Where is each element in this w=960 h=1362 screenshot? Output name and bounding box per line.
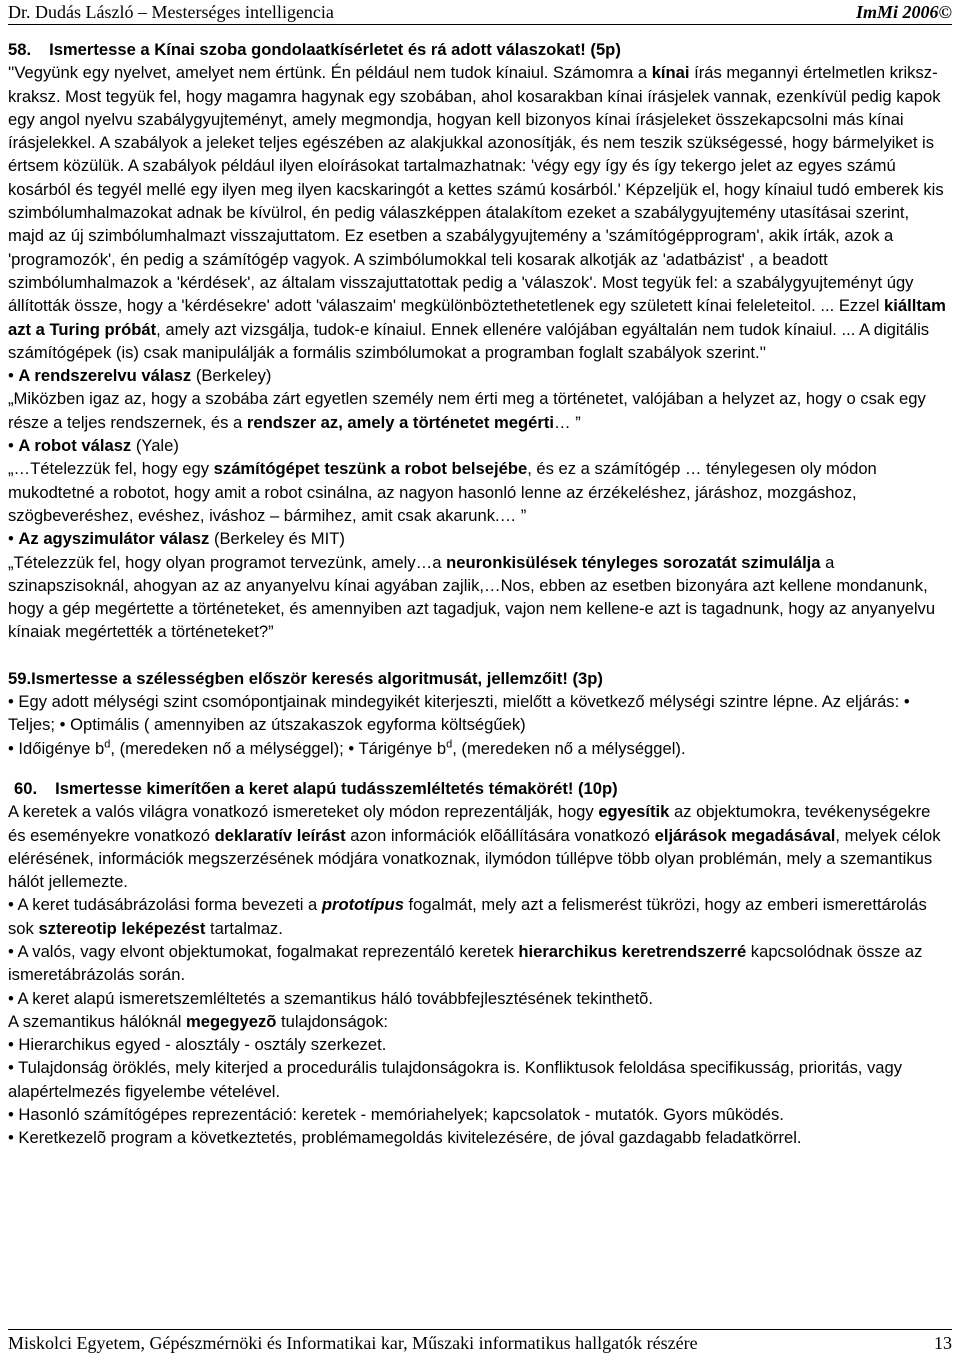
section-58-heading: 58. Ismertesse a Kínai szoba gondolaatkísérletet és rá adott válaszokat! (5p) — [8, 40, 621, 59]
section-60-bullet-representation: • Hasonló számítógépes reprezentáció: keretek - memóriahelyek; kapcsolatok - mutatók. Gyors mûködés. — [8, 1105, 784, 1125]
section-60-common-props: A szemantikus hálóknál megegyezõ tulajdonságok: — [8, 1011, 389, 1031]
header-title: Dr. Dudás László – Mesterséges intelligencia — [8, 2, 334, 22]
section-59-line-1: • Egy adott mélységi szint csomópontjainak mindegyikét kiterjeszti, mielőtt a következő mélységi szintre lépne. Az eljárás: • Teljes; • Optimális ( amennyiben az útszakaszok egyforma költségűek) — [8, 692, 910, 735]
section-60-bullet-hierarchy: • A valós, vagy elvont objektumokat, fogalmakat reprezentáló keretek hierarchikus keretrendszerré kapcsolódnak össze az ismeretábrázolás során. — [8, 941, 923, 985]
section-60-bullet-semantic: • A keret alapú ismeretszemléltetés a szemantikus háló továbbfejlesztésének tekinthetõ. — [8, 988, 654, 1008]
section-60-bullet-structure: • Hierarchikus egyed - alosztály - osztály szerkezet. — [8, 1035, 387, 1055]
reply-system-text: „Miközben igaz az, hogy a szobába zárt egyetlen személy nem érti meg a történetet, valójában a helyzet az, hogy o csak egy része a teljes rendszernek, és a rendszer az, amely a történetet megérti… ” — [8, 389, 926, 432]
section-58-paragraph: ''Vegyünk egy nyelvet, amelyet nem értünk. Én például nem tudok kínaiul. Számomra a kínai írás megannyi értelmetlen kriksz-kraksz. Most tegyük fel, hogy magamra hagynak egy szobában, ahol kosarakban kínai írásjelek vannak, ezenkívül pedig kapok egy angol nyelvu szabálygyujteményt, amely megmondja, hogyan kell bizonyos kínai írásjeleket összekapcsolni más kínai írásjelekkel. A szabályok a jeleket teljes egészében az alakjukkal azonosítják, és nem teszik szükségessé, hogy bármelyiket is értsem közülük. A szabályok például ilyen eloírásokat tartalmazhatnak: 'végy egy így és így tekergo jelet az egyes számú kosárból és tegyél mellé egy ilyen meg ilyen kacskaringót a kettes számú kosárból.' Képzeljük el, hogy kínaiul tudó emberek kis szimbólumhalmazokat adnak be kívülrol, én pedig válaszképpen átalakítom ezeket a szabálygyujtemény utasításai szerint, majd az új szimbólumhalmazt visszajuttatom. Ez esetben a szabálygyujtemény a 'számítógépprogram', akik írták, azok a 'programozók', én pedig a számítógép vagyok. A szimbólumokkal teli kosarak alkotják az 'adatbázist' , a beadott szimbólumhalmazok a 'kérdések', az általam visszajuttatottak pedig a 'válaszok'. Most tegyük fel: a szabálygyujteményt úgy állították össze, hogy a 'kérdésekre' adott 'válaszaim' megkülönböztethetetlenek egy született kínai feleleteitol. ... Ezzel kiálltam azt a Turing próbát, amely azt vizsgálja, tudok-e kínaiul. Ennek ellenére valójában egyáltalán nem tudok kínaiul. ... A digitális számítógépek (is) csak manipulálják a formális szimbólumokat a programban foglalt szabályok szerint.'' — [8, 63, 946, 362]
page-header — [8, 0, 952, 25]
reply-robot-heading: • A robot válasz (Yale) — [8, 436, 179, 456]
footer-text: Miskolci Egyetem, Gépészmérnöki és Informatikai kar, Műszaki informatikus hallgatók részére — [8, 1333, 698, 1353]
header-copyright: ImMi 2006© — [856, 2, 952, 22]
section-60-bullet-prototype: • A keret tudásábrázolási forma bevezeti a prototípus fogalmát, mely azt a felismerést tükrözi, hogy az emberi ismerettárolás sok sztereotip leképezést tartalmaz. — [8, 895, 927, 938]
section-60-intro: A keretek a valós világra vonatkozó ismereteket oly módon reprezentálják, hogy egyesítik az objektumokra, tevékenységekre és eseményekre vonatkozó deklaratív leírást azon információk elõállítására vonatkozó eljárások megadásával, melyek célok elérésének, információk megszerzésének módjára vonatkoznak, ilymódon túllépve több olyan problémán, mely a szemantikus hálót jellemezte. — [8, 802, 941, 892]
reply-brain-heading: • Az agyszimulátor válasz (Berkeley és MIT) — [8, 529, 345, 549]
page-content — [8, 38, 946, 1150]
section-60-bullet-inheritance: • Tulajdonság öröklés, mely kiterjed a procedurális tulajdonságokra is. Konfliktusok feloldása specifikusság, prioritás, vagy alapértelmezés figyelembe vételével. — [8, 1058, 903, 1101]
section-59-heading: 59.Ismertesse a szélességben először keresés algoritmusát, jellemzőit! (3p) — [8, 668, 603, 688]
reply-robot-text: „…Tételezzük fel, hogy egy számítógépet teszünk a robot belsejébe, és ez a számítógép … ténylegesen oly módon mukodtetné a robotot, hogy amit a robot csinálna, az nagyon hasonló lenne az érzékeléshez, járáshoz, mozgáshoz, szögbeveréshez, evéshez, iváshoz – bármihez, amit csak akarunk.… ” — [8, 459, 877, 525]
page-footer — [8, 1329, 952, 1354]
section-60-bullet-program: • Keretkezelõ program a következtetés, problémamegoldás kivitelezésére, de jóval gazdagabb feladatkörrel. — [8, 1128, 802, 1148]
section-59-line-2: • Időigénye $b^d$, (meredeken nő a mélységgel); • Tárigénye $b^d$, (meredeken nő a mélységgel). — [8, 738, 686, 758]
page-number: 13 — [934, 1333, 952, 1353]
reply-brain-text: „Tételezzük fel, hogy olyan programot tervezünk, amely…a neuronkisülések tényleges sorozatát szimulálja a szinapszisoknál, ahogyan az az anyanyelvu kínai agyában zajlik,…Nos, ebben az esetben bizonyára azt kellene mondanunk, hogy a gép megértette a történeteket, és amennyiben azt tagadjuk, vajon nem kellene-e azt is tagadnunk, hogy az anyanyelvu kínaiak megértették a történeteket?” — [8, 552, 936, 642]
section-60-heading: 60. Ismertesse kimerítően a keret alapú tudásszemléltetés témakörét! (10p) — [14, 778, 618, 798]
reply-system-heading: • A rendszerelvu válasz (Berkeley) — [8, 366, 272, 386]
